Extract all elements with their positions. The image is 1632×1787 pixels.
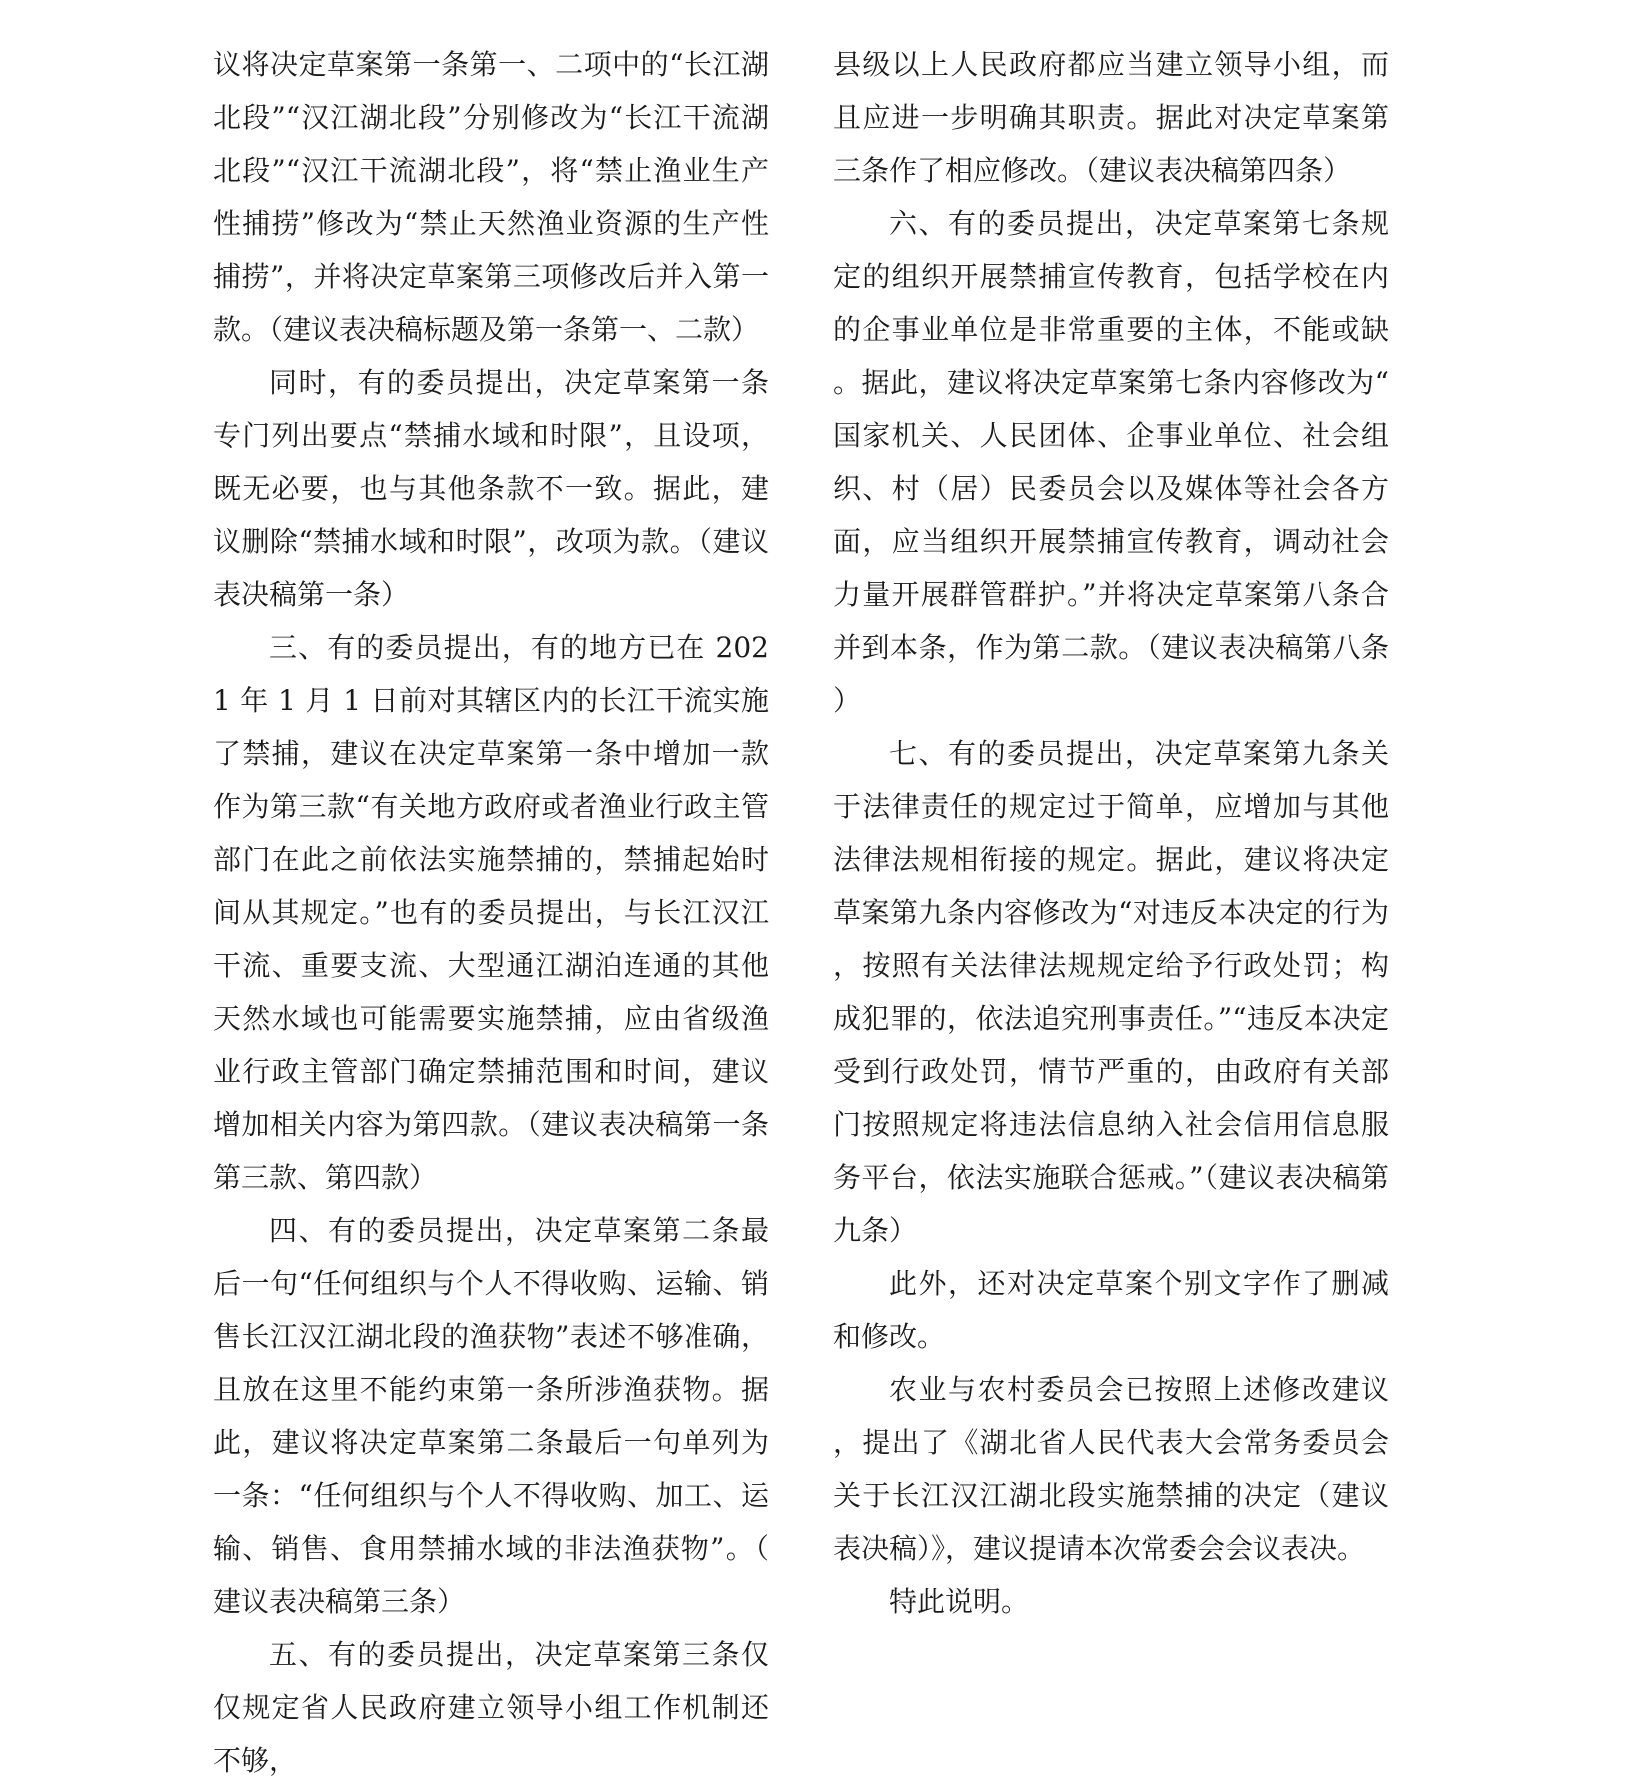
paragraph: 同时，有的委员提出，决定草案第一条专门列出要点“禁捕水域和时限”，且设项，既无必要，也与其他条款不一致。据此，建议删除“禁捕水域和时限”，改项为款。（建议表决稿第一条） [213, 366, 769, 611]
paragraph-item-five: 五、有的委员提出，决定草案第三条仅仅规定省人民政府建立领导小组工作机制还不够， [213, 1638, 769, 1777]
paragraph: 农业与农村委员会已按照上述修改建议，提出了《湖北省人民代表大会常务委员会关于长江汉江湖北段实施禁捕的决定（建议表决稿）》，建议提请本次常委会会议表决。 [833, 1373, 1389, 1565]
paragraph: 此外，还对决定草案个别文字作了删减和修改。 [833, 1267, 1389, 1353]
paragraph-item-four: 四、有的委员提出，决定草案第二条最后一句“任何组织与个人不得收购、运输、销售长江汉江湖北段的渔获物”表述不够准确，且放在这里不能约束第一条所涉渔获物。据此，建议将决定草案第二条最后一句单列为一条：“任何组织与个人不得收购、加工、运输、销售、食用禁捕水域的非法渔获物”。（建议表决稿第三条） [213, 1214, 769, 1618]
paragraph-continuation: 议将决定草案第一条第一、二项中的“长江湖北段”“汉江湖北段”分别修改为“长江干流湖北段”“汉江干流湖北段”，将“禁止渔业生产性捕捞”修改为“禁止天然渔业资源的生产性捕捞”，并将决定草案第三项修改后并入第一款。（建议表决稿标题及第一条第一、二款） [213, 48, 769, 346]
left-column [213, 38, 769, 1787]
right-column [833, 38, 1389, 1628]
closing-statement: 特此说明。 [889, 1585, 1030, 1618]
paragraph-item-three: 三、有的委员提出，有的地方已在 2021 年 1 月 1 日前对其辖区内的长江干流实施了禁捕，建议在决定草案第一条中增加一款作为第三款“有关地方政府或者渔业行政主管部门在此之前依法实施禁捕的，禁捕起始时间从其规定。”也有的委员提出，与长江汉江干流、重要支流、大型通江湖泊连通的其他天然水域也可能需要实施禁捕，应由省级渔业行政主管部门确定禁捕范围和时间，建议增加相关内容为第四款。（建议表决稿第一条第三款、第四款） [213, 631, 769, 1194]
paragraph-continuation: 县级以上人民政府都应当建立领导小组，而且应进一步明确其职责。据此对决定草案第三条作了相应修改。（建议表决稿第四条） [833, 48, 1389, 187]
paragraph-item-seven: 七、有的委员提出，决定草案第九条关于法律责任的规定过于简单，应增加与其他法律法规相衔接的规定。据此，建议将决定草案第九条内容修改为“对违反本决定的行为，按照有关法律法规规定给予行政处罚；构成犯罪的，依法追究刑事责任。”“违反本决定受到行政处罚，情节严重的，由政府有关部门按照规定将违法信息纳入社会信用信息服务平台，依法实施联合惩戒。”（建议表决稿第九条） [833, 737, 1389, 1247]
paragraph-item-six: 六、有的委员提出，决定草案第七条规定的组织开展禁捕宣传教育，包括学校在内的企事业单位是非常重要的主体，不能或缺。据此，建议将决定草案第七条内容修改为“国家机关、人民团体、企事业单位、社会组织、村（居）民委员会以及媒体等社会各方面，应当组织开展禁捕宣传教育，调动社会力量开展群管群护。”并将决定草案第八条合并到本条，作为第二款。（建议表决稿第八条） [833, 207, 1389, 717]
